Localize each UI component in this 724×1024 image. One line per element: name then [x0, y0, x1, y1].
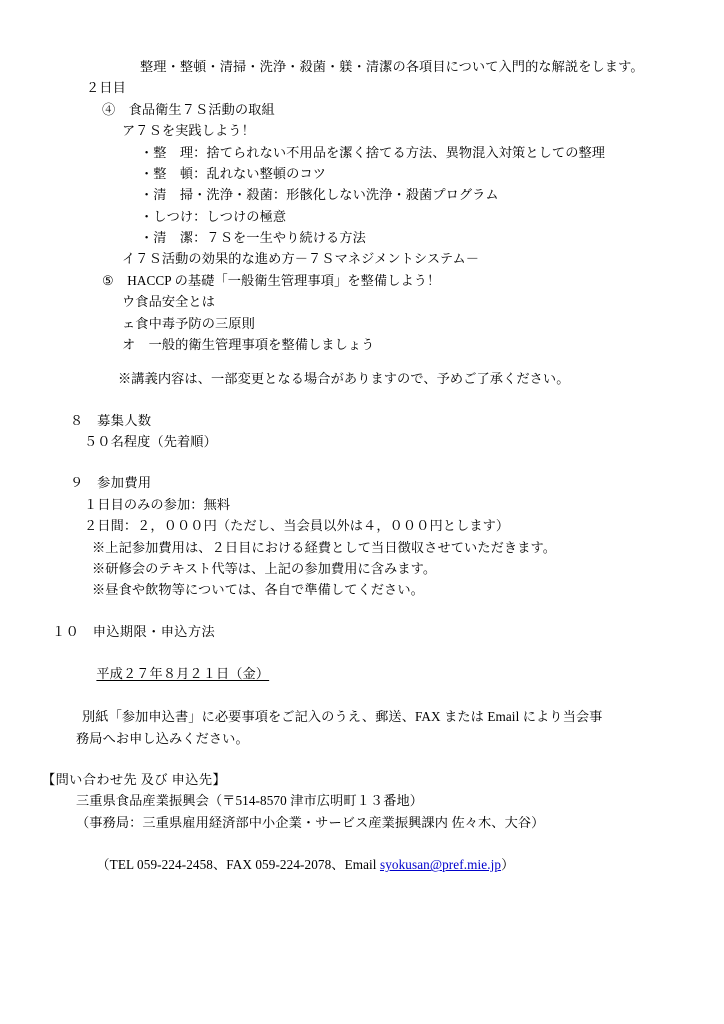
contact-tel-prefix: （TEL 059-224-2458、FAX 059-224-2078、Email — [96, 857, 380, 873]
text-line: ２日目 — [86, 80, 126, 96]
text-line: ・清 潔：７Ｓを一生やり続ける方法 — [140, 230, 366, 245]
contact-tel-suffix: ） — [501, 857, 515, 873]
contact-org: 三重県食品産業振興会（〒514-8570 津市広明町１３番地） — [76, 793, 424, 809]
text-line: 務局へお申し込みください。 — [76, 730, 249, 746]
spacer — [40, 749, 684, 762]
text-line: ※昼食や飲物等については、各自で準備してください。 — [92, 582, 424, 598]
spacer — [40, 452, 684, 465]
text-line: ⑤ HACCP の基礎「一般衛生管理事項」を整備しよう！ — [102, 272, 441, 288]
section-heading-8: ８ 募集人数 — [70, 412, 152, 428]
spacer — [40, 614, 684, 621]
spacer — [40, 355, 684, 368]
text-line: ア７Ｓを実践しよう！ — [122, 123, 255, 139]
spacer — [40, 762, 684, 769]
application-deadline — [40, 642, 684, 706]
spacer — [40, 601, 684, 614]
text-line: ④ 食品衛生７Ｓ活動の取組 — [102, 101, 275, 117]
text-line: ・清 掃・洗浄・殺菌：形骸化しない洗浄・殺菌プログラム — [140, 187, 499, 203]
text-line: ・しつけ：しつけの極意 — [140, 208, 287, 224]
text-line: ・整 頓：乱れない整頓のコツ — [140, 165, 327, 181]
text-line: ウ食品安全とは — [122, 294, 216, 310]
deadline-text: 平成２７年８月２１日（金） — [96, 666, 270, 682]
text-line: イ７Ｓ活動の効果的な進め方－７Ｓマネジメントシステム－ — [122, 251, 480, 267]
section-heading-10: １０ 申込期限・申込方法 — [52, 623, 216, 639]
text-line: ５０名程度（先着順） — [84, 434, 217, 449]
text-line: ・整 理：捨てられない不用品を潔く捨てる方法、異物混入対策としての整理 — [140, 144, 606, 160]
text-line: ※研修会のテキスト代等は、上記の参加費用に含みます。 — [92, 560, 437, 576]
email-link[interactable]: syokusan@pref.mie.jp — [379, 857, 502, 873]
section-heading-9: ９ 参加費用 — [70, 475, 152, 491]
text-line: 別紙「参加申込書」に必要事項をご記入のうえ、郵送、FAX または Email により当会事 — [82, 709, 603, 725]
contact-office: （事務局：三重県雇用経済部中小企業・サービス産業振興課内 佐々木、大谷） — [76, 814, 545, 830]
spacer — [40, 465, 684, 472]
spacer — [40, 390, 684, 403]
text-line: ェ食中毒予防の三原則 — [122, 315, 255, 331]
text-line: １日目のみの参加：無料 — [84, 496, 231, 512]
contact-tel-email — [40, 833, 684, 897]
notice-line: ※講義内容は、一部変更となる場合がありますので、予めご了承ください。 — [118, 371, 570, 387]
document-body — [0, 56, 724, 897]
text-line: オ 一般的衛生管理事項を整備しましょう — [122, 336, 375, 352]
text-line: 整理・整頓・清掃・洗浄・殺菌・躾・清潔の各項目について入門的な解説をします。 — [140, 59, 644, 74]
text-line: ２日間：２，０００円（ただし、当会員以外は４，０００円とします） — [84, 518, 510, 534]
text-line: ※上記参加費用は、２日目における経費として当日徴収させていただきます。 — [92, 539, 557, 555]
contact-heading: 【問い合わせ先 及び 申込先】 — [42, 771, 227, 787]
spacer — [40, 403, 684, 410]
